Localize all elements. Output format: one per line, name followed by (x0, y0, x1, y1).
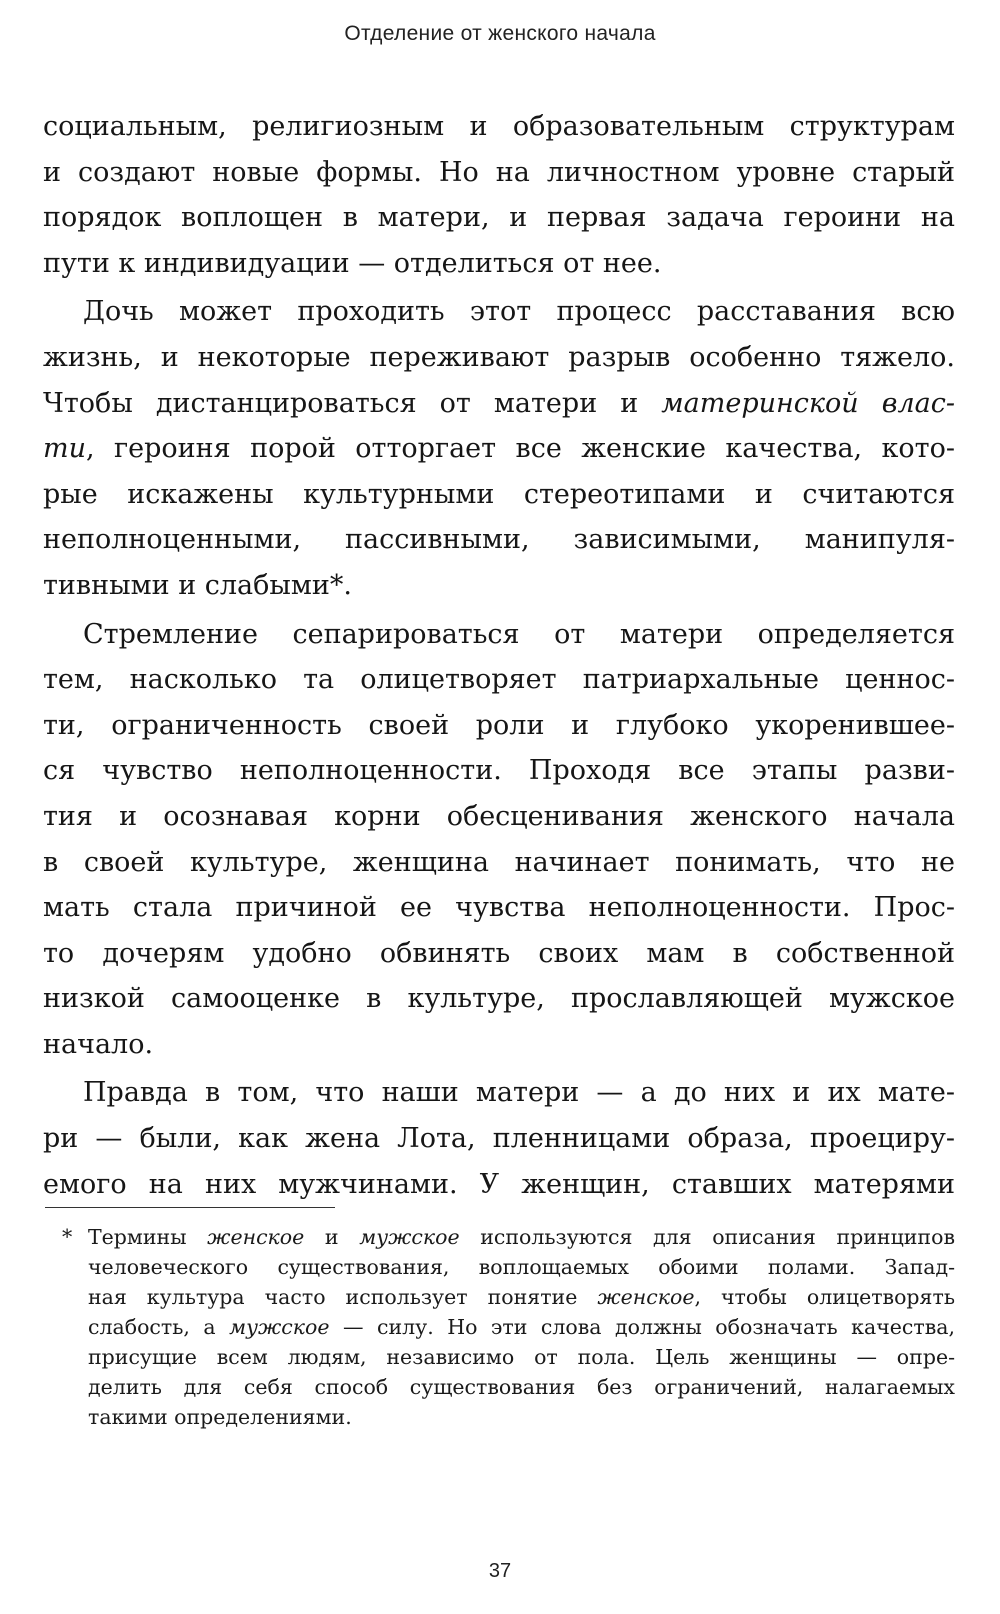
paragraph-2 (43, 289, 955, 608)
text-line: емого на них мужчинами. У женщин, ставших матерями (43, 1168, 955, 1200)
text-run: , героиня порой отторгает все женские качества, кото- (86, 433, 955, 465)
text-line: Стремление сепарироваться от матери определяется (83, 618, 955, 650)
text-run: — силу. Но эти слова должны обозначать качества, (329, 1315, 955, 1339)
emphasis-text: мужское (359, 1225, 460, 1249)
text-line: Правда в том, что наши матери — а до них и их мате- (83, 1077, 955, 1109)
footnote-line: такими определениями. (88, 1405, 352, 1429)
text-line (43, 426, 955, 472)
text-line: в своей культуре, женщина начинает понимать, что не (43, 846, 955, 878)
text-run: слабость, а (88, 1315, 230, 1339)
text-line: социальным, религиозным и образовательным структурам (43, 111, 955, 142)
footnote-divider (45, 1207, 335, 1208)
text-line: и создают новые формы. Но на личностном уровне старый (43, 156, 955, 188)
emphasis-text: женское (207, 1225, 305, 1249)
text-line: Дочь может проходить этот процесс расставания всю (83, 296, 955, 328)
text-run: ная культура часто использует понятие (88, 1285, 598, 1309)
text-run: , чтобы олицетворять (694, 1285, 955, 1309)
text-line: рые искажены культурными стереотипами и считаются (43, 478, 955, 510)
text-run: и (304, 1225, 360, 1249)
footnote-line (62, 1282, 955, 1312)
text-line (43, 381, 955, 427)
footnote-line (62, 1312, 955, 1342)
footnote-marker: * (62, 1225, 73, 1249)
emphasis-text: материнской влас- (661, 387, 955, 419)
text-line: мать стала причиной ее чувства неполноценности. Прос- (43, 892, 955, 924)
running-header: Отделение от женского начала (344, 22, 656, 45)
text-line: тивными и слабыми*. (43, 569, 352, 601)
text-line: пути к индивидуации — отделиться от нее. (43, 247, 662, 279)
text-line: ся чувство неполноценности. Проходя все этапы разви- (43, 755, 955, 787)
paragraph-4 (43, 1070, 955, 1207)
paragraph-3 (43, 612, 955, 1068)
footnote-line: человеческого существования, воплощаемых обоими полами. Запад- (88, 1255, 955, 1279)
footnote-line (62, 1222, 955, 1252)
emphasis-text: ти (43, 433, 86, 465)
text-line: тия и осознавая корни обесценивания женского начала (43, 800, 955, 832)
emphasis-text: мужское (229, 1315, 330, 1339)
text-line: жизнь, и некоторые переживают разрыв особенно тяжело. (43, 341, 955, 373)
footnote (62, 1222, 955, 1432)
text-line: порядок воплощен в матери, и первая задача героини на (43, 202, 955, 234)
text-line: начало. (43, 1028, 154, 1060)
text-line: ти, ограниченность своей роли и глубоко укоренившее- (43, 709, 955, 741)
text-line: неполноценными, пассивными, зависимыми, манипуля- (43, 524, 955, 556)
main-text (43, 104, 955, 1210)
paragraph-1 (43, 104, 955, 286)
text-run: Термины (88, 1225, 208, 1249)
text-line: то дочерям удобно обвинять своих мам в собственной (43, 937, 955, 969)
text-line: тем, насколько та олицетворяет патриархальные ценнос- (43, 664, 955, 696)
footnote-line: присущие всем людям, независимо от пола. Цель женщины — опре- (88, 1345, 955, 1369)
text-run: используются для описания принципов (459, 1225, 955, 1249)
text-run: Чтобы дистанцироваться от матери и (43, 387, 662, 419)
text-line: ри — были, как жена Лота, пленницами образа, проециру- (43, 1123, 955, 1155)
page-number: 37 (488, 1560, 512, 1582)
emphasis-text: женское (597, 1285, 695, 1309)
footnote-line: делить для себя способ существования без ограничений, налагаемых (88, 1375, 955, 1399)
text-line: низкой самооценке в культуре, прославляющей мужское (43, 983, 955, 1015)
